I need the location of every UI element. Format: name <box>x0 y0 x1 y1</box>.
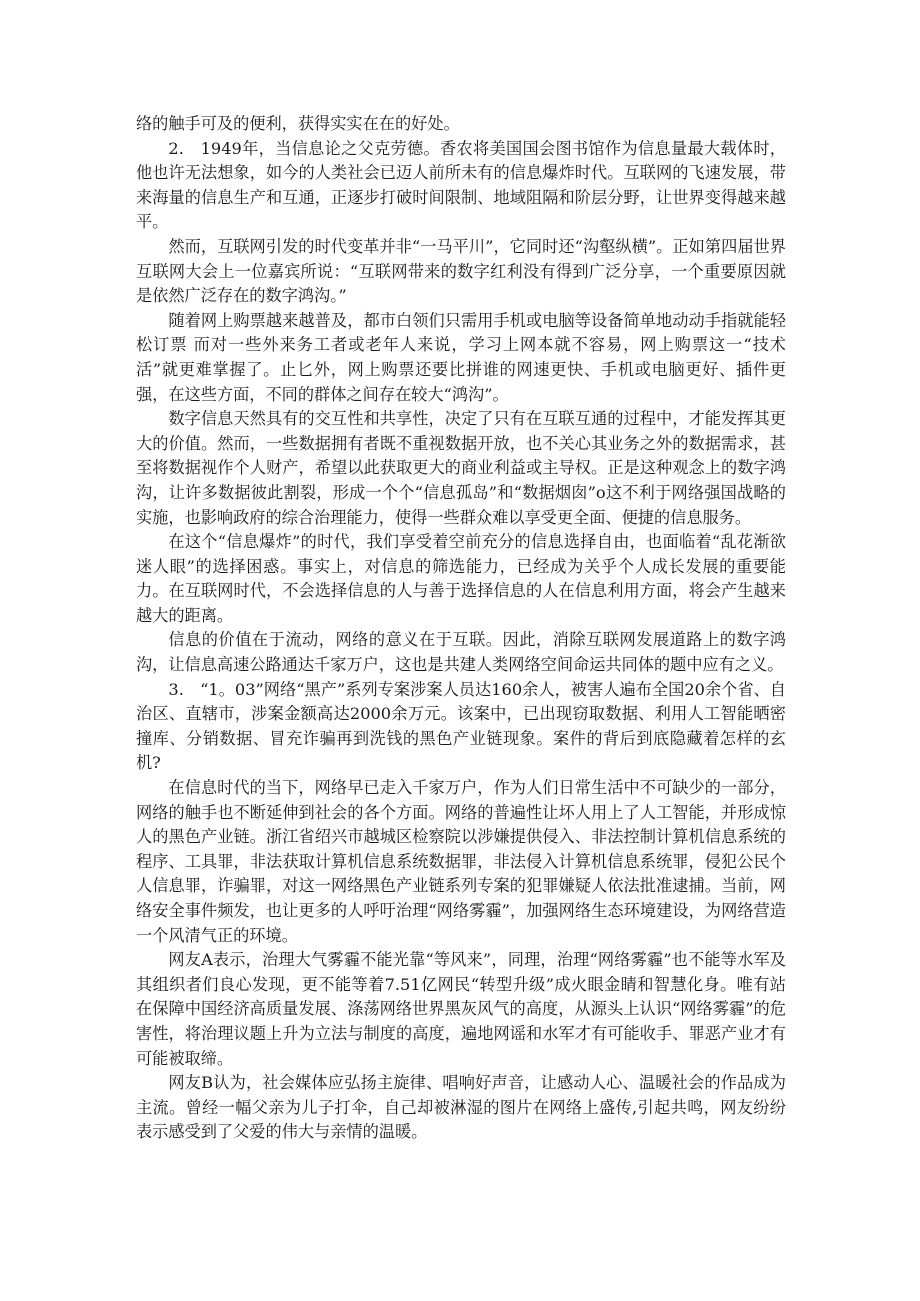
paragraph: 网友B认为，社会媒体应弘扬主旋律、唱响好声音，让感动人心、温暖社会的作品成为主流。曾经一幅父亲为儿子打伞，自己却被淋湿的图片在网络上盛传,引起共鸣，网友纷纷表示感受到了父爱的伟大与亲情的温暖。 <box>136 1073 786 1142</box>
paragraph: 信息的价值在于流动，网络的意义在于互联。因此，消除互联网发展道路上的数字鸿沟，让信息高速公路通达千家万户，这也是共建人类网络空间命运共同体的题中应有之义。 <box>136 630 786 675</box>
paragraph-continuation: 络的触手可及的便利，获得实实在在的好处。 <box>136 114 460 133</box>
paragraph-item-3: 3. “1。03”网络“黑产”系列专案涉案人员达160余人，被害人遍布全国20余个省、自治区、直辖市，涉案金额高达2000余万元。该案中，已出现窃取数据、利用人工智能晒密撞库、分销数据、冒充诈骗再到洗钱的黑色产业链现象。案件的背后到底隐藏着怎样的玄机? <box>136 679 786 773</box>
document-body <box>136 112 786 1145</box>
paragraph: 随着网上购票越来越普及，都市白领们只需用手机或电脑等设备简单地动动手指就能轻松订票 而对一些外来务工者或老年人来说，学习上网本就不容易，网上购票这一“技术活”就更难掌握了。止匕外，网上购票还要比拼谁的网速更快、手机或电脑更好、插件更强，在这些方面，不同的群体之间存在较大“鸿沟”。 <box>136 310 786 404</box>
paragraph: 在信息时代的当下，网络早已走入千家万户，作为人们日常生活中不可缺少的一部分，网络的触手也不断延伸到社会的各个方面。网络的普遍性让坏人用上了人工智能，并形成惊人的黑色产业链。浙江省绍兴市越城区检察院以涉嫌提供侵入、非法控制计算机信息系统的程序、工具罪，非法获取计算机信息系统数据罪，非法侵入计算机信息系统罪，侵犯公民个人信息罪，诈骗罪，对这一网络黑色产业链系列专案的犯罪嫌疑人依法批准逮捕。当前，网络安全事件频发，也让更多的人呼吁治理“网络雾霾”，加强网络生态环境建设，为网络营造一个风清气正的环境。 <box>136 778 786 945</box>
paragraph-item-2: 2. 1949年，当信息论之父克劳德。香农将美国国会图书馆作为信息量最大载体时，他也许无法想象，如今的人类社会已迈人前所未有的信息爆炸时代。互联网的飞速发展，带来海量的信息生产和互通，正逐步打破时间限制、地域阻隔和阶层分野，让世界变得越来越平。 <box>136 138 786 232</box>
paragraph: 然而，互联网引发的时代变革并非“一马平川”，它同时还“沟壑纵横”。正如第四届世界互联网大会上一位嘉宾所说：“互联网带来的数字红利没有得到广泛分享，一个重要原因就是依然广泛存在的数字鸿沟。” <box>136 236 786 306</box>
paragraph: 在这个“信息爆炸”的时代，我们享受着空前充分的信息选择自由，也面临着“乱花渐欲迷人眼”的选择困惑。事实上，对信息的筛选能力，已经成为关乎个人成长发展的重要能力。在互联网时代，不会选择信息的人与善于选择信息的人在信息利用方面，将会产生越来越大的距离。 <box>136 532 786 625</box>
paragraph: 网友A表示，治理大气雾霾不能光靠“等风来”，同理，治理“网络雾霾”也不能等水军及其组织者们良心发现，更不能等着7.51亿网民“转型升级”成火眼金睛和智慧化身。唯有站在保障中国经济高质量发展、涤荡网络世界黑灰风气的高度，从源头上认识“网络雾霾”的危害性，将治理议题上升为立法与制度的高度，遍地网谣和水军才有可能收手、罪恶产业才有可能被取缔。 <box>136 950 786 1068</box>
paragraph: 数字信息天然具有的交互性和共享性，决定了只有在互联互通的过程中，才能发挥其更大的价值。然而，一些数据拥有者既不重视数据开放，也不关心其业务之外的数据需求，甚至将数据视作个人财产，希望以此获取更大的商业利益或主导权。正是这种观念上的数字鸿沟，让许多数据彼此割裂，形成一个个“信息孤岛”和“数据烟囱”o这不利于网络强国战略的实施，也影响政府的综合治理能力，使得一些群众难以享受更全面、便捷的信息服务。 <box>136 409 786 527</box>
